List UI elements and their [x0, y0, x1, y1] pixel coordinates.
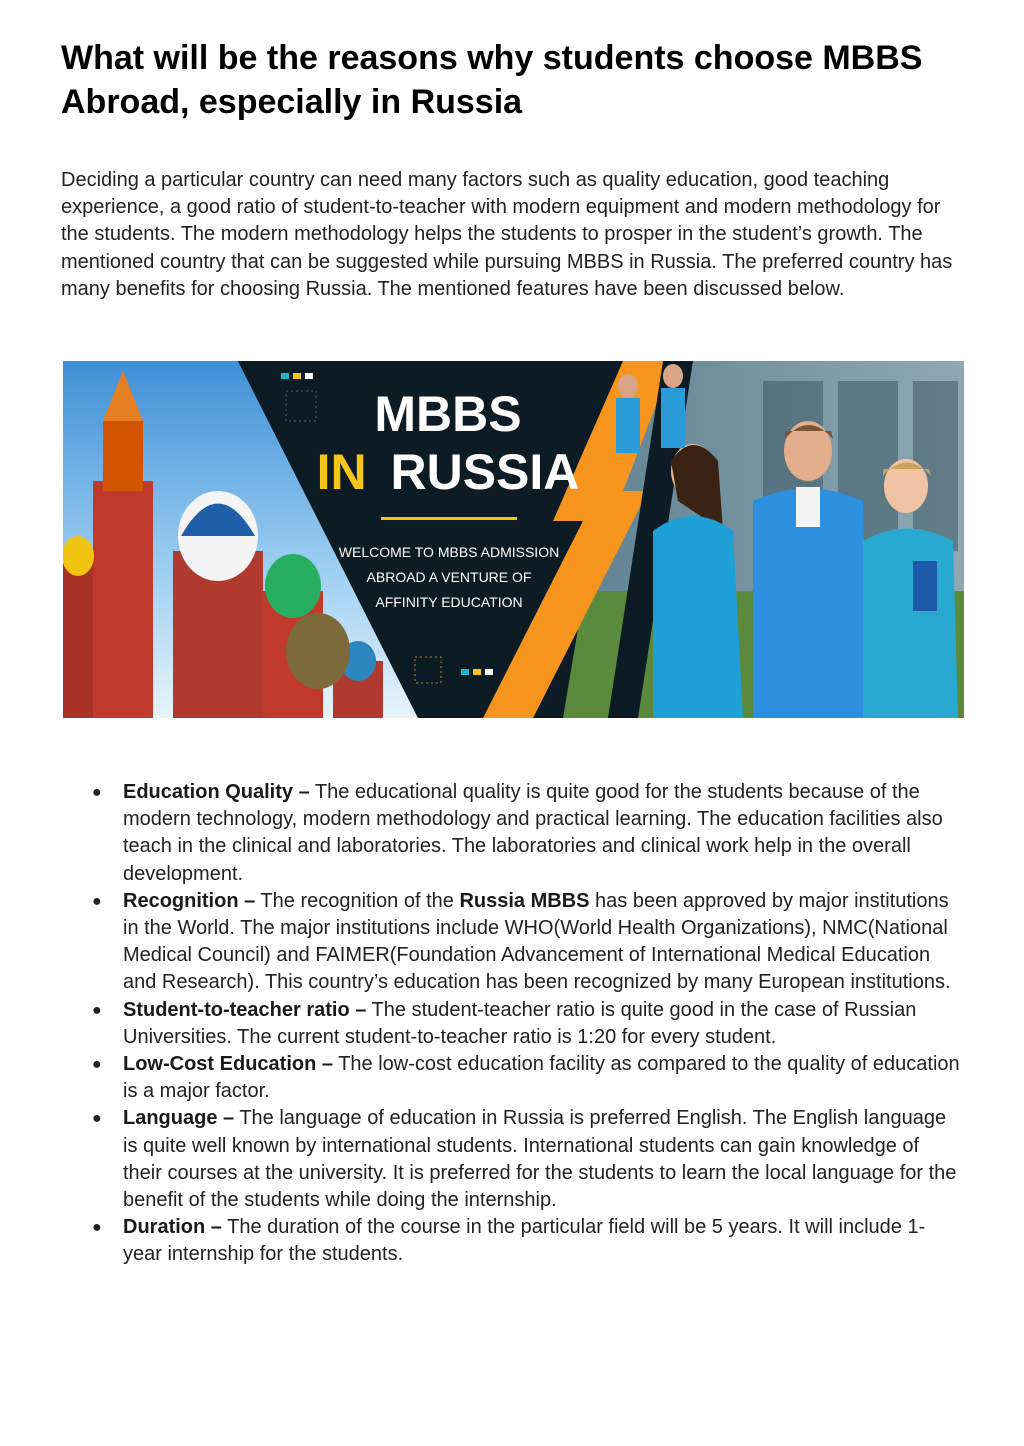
bullet-icon: ● [92, 1219, 102, 1237]
reasons-list [61, 779, 961, 1269]
list-item-low-cost-education [61, 1051, 961, 1105]
bullet-heading: Language – [123, 1107, 235, 1130]
list-item-student-teacher-ratio [61, 997, 961, 1051]
bullet-text-before: The recognition of the [255, 889, 460, 912]
bullet-text: has been approved by major institutions in the World. The major institutions include WHO(World Health Organizations), NMC(National Medical Council) and FAIMER(Foundation Advancement of International Medical Education and Research). This country’s education has been recognized by many European institutions. [123, 889, 951, 994]
list-item-education-quality [61, 779, 961, 888]
banner-tagline-1: WELCOME TO MBBS ADMISSION [338, 544, 560, 560]
bullet-icon: ● [92, 1110, 102, 1128]
banner-tagline-2: ABROAD A VENTURE OF [366, 569, 532, 585]
banner-illustration [63, 361, 964, 718]
banner-tagline-3: AFFINITY EDUCATION [375, 594, 523, 610]
decor-dots-top [281, 373, 313, 379]
bullet-heading: Student-to-teacher ratio – [123, 998, 367, 1021]
bullet-text: The student-teacher ratio is quite good in the case of Russian Universities. The current student-to-teacher ratio is 1:20 for every student. [123, 998, 917, 1048]
banner-line1: MBBS [374, 386, 522, 442]
decor-dots-bottom [461, 669, 493, 675]
bullet-heading: Low-Cost Education – [123, 1053, 333, 1076]
banner-divider [381, 517, 517, 520]
bullet-heading: Recognition – [123, 889, 256, 912]
page-title: What will be the reasons why students choose MBBS Abroad, especially in Russia [61, 39, 923, 121]
bullet-icon: ● [92, 1056, 102, 1074]
banner-line2-accent: IN [316, 444, 367, 500]
list-item-recognition [61, 888, 961, 997]
list-item-duration [61, 1214, 961, 1268]
bullet-icon: ● [92, 892, 102, 910]
bullet-heading: Education Quality – [123, 781, 310, 803]
mbbs-russia-banner [63, 361, 964, 718]
bullet-icon: ● [92, 784, 102, 801]
intro-paragraph: Deciding a particular country can need many factors such as quality education, good teaching experience, a good ratio of student-to-teacher with modern equipment and modern methodology for the students. The modern methodology helps the students to prosper in the student’s growth. The mentioned country that can be suggested while pursuing MBBS in Russia. The preferred country has many benefits for choosing Russia. The mentioned features have been discussed below. [61, 169, 953, 300]
bullet-heading: Duration – [123, 1216, 222, 1239]
bullet-text: The language of education in Russia is preferred English. The English language is quite well known by international students. International students can gain knowledge of their courses at the university. It is preferred for the students to learn the local language for the benefit of the students while doing the internship. [123, 1107, 957, 1212]
bullet-text: The educational quality is quite good for the students because of the modern technology, modern methodology and practical learning. The education facilities also teach in the clinical and laboratories. The laboratories and clinical work help in the overall development. [123, 781, 943, 885]
list-item-language [61, 1105, 961, 1214]
banner-line2 [317, 444, 580, 500]
bullet-text: The duration of the course in the particular field will be 5 years. It will include 1-year internship for the students. [123, 1216, 926, 1266]
banner-line2-rest: RUSSIA [390, 444, 580, 500]
bullet-icon: ● [92, 1001, 102, 1019]
bronze-statue [286, 613, 350, 689]
bullet-text: The low-cost education facility as compared to the quality of education is a major factor. [123, 1053, 960, 1103]
bullet-inline-bold: Russia MBBS [459, 889, 590, 912]
